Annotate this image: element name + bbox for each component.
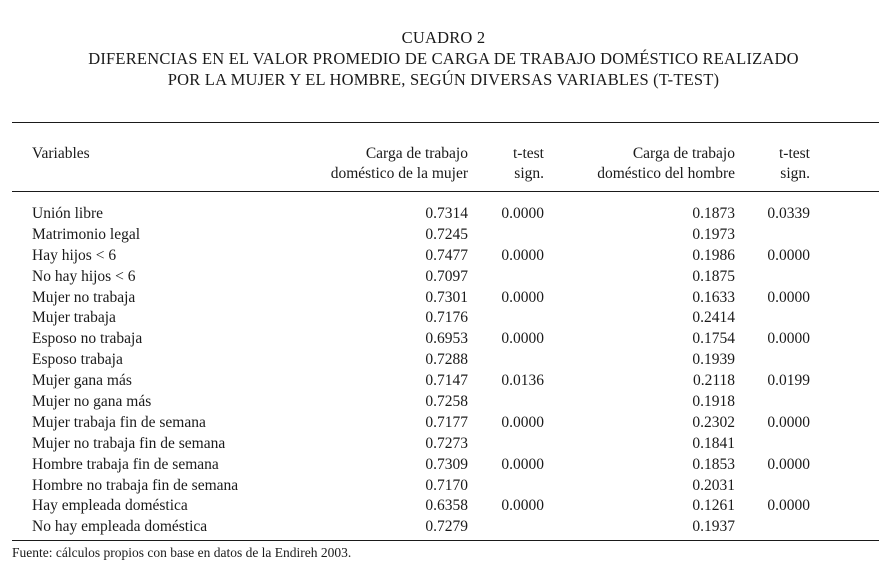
bottom-rule: [12, 540, 879, 541]
table-row: [0, 496, 887, 517]
title-line-1: CUADRO 2: [401, 28, 486, 47]
header-man-load-line-2: doméstico del hombre: [597, 165, 735, 182]
variable-cell: Mujer no trabaja: [32, 288, 136, 306]
woman-load-cell: 0.7177: [425, 413, 468, 431]
table-row: [0, 246, 887, 267]
table-row: [0, 517, 887, 538]
table-row: [0, 308, 887, 329]
variable-cell: Unión libre: [32, 205, 104, 222]
man-load-cell: 0.1986: [692, 246, 735, 264]
man-ttest-cell: 0.0000: [767, 330, 810, 348]
variable-cell: Mujer trabaja: [32, 309, 116, 327]
header-variables: Variables: [32, 145, 90, 162]
header-man-ttest-line-1: t-test: [779, 145, 810, 162]
header-woman-load-line-1: Carga de trabajo: [365, 145, 468, 162]
variable-cell: Hombre trabaja fin de semana: [32, 455, 219, 473]
woman-load-cell: 0.7288: [425, 351, 468, 369]
table-row: [0, 392, 887, 413]
woman-ttest-cell: 0.0000: [501, 330, 544, 348]
woman-load-cell: 0.7097: [425, 267, 468, 285]
man-load-cell: 0.1875: [692, 267, 735, 285]
variable-cell: Esposo trabaja: [32, 351, 123, 369]
table-row: [0, 350, 887, 371]
man-load-cell: 0.1754: [692, 330, 735, 348]
header-man-load-line-1: Carga de trabajo: [632, 145, 735, 162]
man-load-cell: 0.1939: [692, 351, 735, 369]
variable-cell: Mujer no gana más: [32, 393, 152, 411]
man-ttest-cell: 0.0000: [767, 413, 810, 431]
header-woman-ttest-line-1: t-test: [513, 145, 544, 162]
woman-load-cell: 0.7170: [425, 476, 468, 494]
table-row: [0, 434, 887, 455]
table-title: [0, 27, 887, 90]
header-woman-ttest: [513, 144, 544, 184]
variable-cell: Hay hijos < 6: [32, 246, 117, 264]
man-ttest-cell: 0.0000: [767, 246, 810, 264]
woman-load-cell: 0.7176: [425, 309, 468, 327]
table-row: [0, 329, 887, 350]
man-load-cell: 0.1873: [692, 205, 735, 222]
woman-load-cell: 0.7314: [425, 205, 468, 222]
man-load-cell: 0.1973: [692, 225, 735, 243]
man-load-cell: 0.2302: [692, 413, 735, 431]
man-load-cell: 0.1841: [692, 434, 735, 452]
man-ttest-cell: 0.0199: [767, 372, 810, 390]
variable-cell: No hay hijos < 6: [32, 267, 136, 285]
woman-load-cell: 0.7279: [425, 518, 468, 536]
man-load-cell: 0.1918: [692, 393, 735, 411]
man-ttest-cell: 0.0000: [767, 497, 810, 515]
table-row: [0, 267, 887, 288]
table-row: [0, 413, 887, 434]
header-woman-load: [331, 144, 468, 184]
table-row: [0, 455, 887, 476]
header-woman-ttest-line-2: sign.: [514, 165, 544, 182]
variable-cell: Esposo no trabaja: [32, 330, 143, 348]
table-body: [0, 204, 887, 538]
woman-load-cell: 0.6358: [425, 497, 468, 515]
woman-load-cell: 0.7245: [425, 225, 468, 243]
man-ttest-cell: 0.0000: [767, 455, 810, 473]
table-row: [0, 476, 887, 497]
woman-load-cell: 0.7147: [425, 372, 468, 390]
woman-load-cell: 0.7301: [425, 288, 468, 306]
top-rule: [12, 122, 879, 123]
man-ttest-cell: 0.0000: [767, 288, 810, 306]
header-man-ttest-line-2: sign.: [780, 165, 810, 182]
woman-load-cell: 0.7477: [425, 246, 468, 264]
woman-ttest-cell: 0.0000: [501, 205, 544, 222]
header-rule: [12, 191, 879, 192]
variable-cell: Mujer gana más: [32, 372, 132, 390]
woman-ttest-cell: 0.0000: [501, 455, 544, 473]
header-man-load: [597, 144, 735, 184]
man-ttest-cell: 0.0339: [767, 205, 810, 222]
man-load-cell: 0.1261: [692, 497, 735, 515]
header-man-ttest: [779, 144, 810, 184]
woman-ttest-cell: 0.0000: [501, 246, 544, 264]
table-row: [0, 204, 887, 225]
title-line-3: POR LA MUJER Y EL HOMBRE, SEGÚN DIVERSAS VARIABLES (T-TEST): [167, 70, 720, 89]
variable-cell: No hay empleada doméstica: [32, 518, 208, 536]
table-row: [0, 371, 887, 392]
man-load-cell: 0.1633: [692, 288, 735, 306]
woman-load-cell: 0.6953: [425, 330, 468, 348]
woman-load-cell: 0.7273: [425, 434, 468, 452]
source-note: Fuente: cálculos propios con base en datos de la Endireh 2003.: [12, 545, 352, 560]
variable-cell: Mujer trabaja fin de semana: [32, 413, 206, 431]
woman-ttest-cell: 0.0136: [501, 372, 544, 390]
man-load-cell: 0.2118: [692, 372, 735, 390]
man-load-cell: 0.1937: [692, 518, 735, 536]
table-row: [0, 225, 887, 246]
man-load-cell: 0.1853: [692, 455, 735, 473]
header-woman-load-line-2: doméstico de la mujer: [330, 165, 468, 182]
variable-cell: Hay empleada doméstica: [32, 497, 188, 515]
table-row: [0, 288, 887, 309]
title-line-2: DIFERENCIAS EN EL VALOR PROMEDIO DE CARGA DE TRABAJO DOMÉSTICO REALIZADO: [88, 49, 799, 68]
variable-cell: Matrimonio legal: [32, 225, 141, 243]
woman-ttest-cell: 0.0000: [501, 497, 544, 515]
variable-cell: Mujer no trabaja fin de semana: [32, 434, 226, 452]
woman-ttest-cell: 0.0000: [501, 288, 544, 306]
woman-load-cell: 0.7258: [425, 393, 468, 411]
man-load-cell: 0.2031: [692, 476, 735, 494]
man-load-cell: 0.2414: [692, 309, 735, 327]
woman-load-cell: 0.7309: [425, 455, 468, 473]
woman-ttest-cell: 0.0000: [501, 413, 544, 431]
variable-cell: Hombre no trabaja fin de semana: [32, 476, 239, 494]
